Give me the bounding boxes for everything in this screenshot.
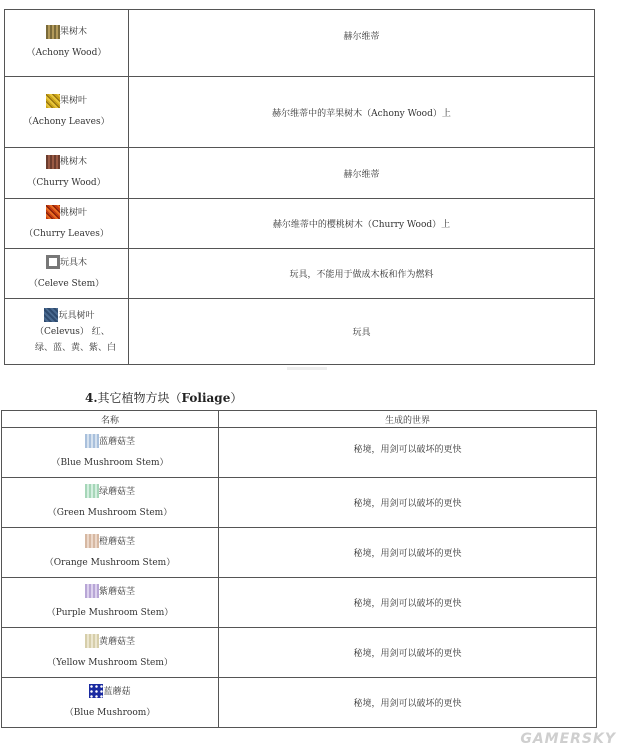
- block-name-en: （Celevus） 红、绿、蓝、黄、紫、白: [35, 326, 117, 353]
- celeve-stem-icon: [46, 255, 60, 269]
- table-row: [2, 678, 597, 728]
- block-name-en: （Achony Wood）: [26, 48, 107, 58]
- world-text: 赫尔维蒂: [343, 169, 380, 180]
- blue-mushroom-stem-icon: [85, 434, 99, 448]
- achony-wood-icon: [46, 25, 60, 39]
- block-name: 黄蘑菇茎: [98, 636, 135, 647]
- table-row: [2, 428, 597, 478]
- block-name: 绿蘑菇茎: [98, 486, 135, 497]
- churry-wood-icon: [46, 155, 60, 169]
- world-cell: [129, 10, 595, 77]
- divider: [287, 367, 327, 370]
- world-cell: [129, 199, 595, 249]
- yellow-mushroom-stem-icon: [85, 634, 99, 648]
- world-text: 玩具: [352, 328, 371, 338]
- block-name-en: （Achony Leaves）: [23, 117, 110, 127]
- block-name: 橙蘑菇茎: [98, 536, 135, 547]
- world-text: 玩具，不能用于做成木板和作为燃料: [289, 270, 434, 280]
- block-name-cell: [5, 249, 129, 299]
- table-row: [5, 249, 595, 299]
- block-name-en: （Churry Wood）: [27, 178, 106, 188]
- block-name-cell: [5, 10, 129, 77]
- block-name: 果树叶: [59, 96, 87, 106]
- watermark: GAMERSKY: [520, 731, 616, 747]
- section-title-end: ）: [230, 391, 243, 405]
- block-name-en: （Celeve Stem）: [28, 278, 105, 289]
- table-header-row: [2, 411, 597, 428]
- world-text: 秘境，用剑可以破坏的更快: [353, 499, 462, 509]
- block-name: 玩具木: [59, 257, 87, 268]
- table-row: [5, 77, 595, 148]
- world-text: 赫尔维蒂中的苹果树木（Achony Wood）上: [272, 108, 451, 119]
- block-name: 桃树木: [59, 157, 87, 167]
- world-text: 秘境，用剑可以破坏的更快: [353, 649, 462, 659]
- table-row: [2, 528, 597, 578]
- block-name: 桃树叶: [59, 207, 87, 218]
- world-text: 秘境，用剑可以破坏的更快: [353, 549, 462, 559]
- world-text: 赫尔维蒂: [343, 31, 380, 42]
- block-name-cell: [2, 478, 219, 528]
- block-name-en: （Yellow Mushroom Stem）: [47, 657, 173, 668]
- block-name-cell: [2, 528, 219, 578]
- world-cell: [219, 678, 597, 728]
- foliage-table: [1, 410, 597, 728]
- block-name-cell: [2, 678, 219, 728]
- block-name-cell: [2, 628, 219, 678]
- block-name-cell: [5, 199, 129, 249]
- celevus-icon: [44, 308, 58, 322]
- achony-leaves-icon: [46, 94, 60, 108]
- world-cell: [219, 528, 597, 578]
- block-name: 蓝蘑菇: [103, 686, 131, 697]
- table-row: [5, 299, 595, 365]
- world-cell: [129, 249, 595, 299]
- block-name-cell: [5, 77, 129, 148]
- table-row: [5, 199, 595, 249]
- world-cell: [129, 77, 595, 148]
- wood-leaves-table: [4, 9, 595, 365]
- world-text: 秘境，用剑可以破坏的更快: [353, 445, 462, 455]
- block-name-en: （Churry Leaves）: [24, 228, 109, 239]
- table-row: [5, 148, 595, 199]
- section-heading: [85, 389, 242, 406]
- block-name-en: （Green Mushroom Stem）: [47, 507, 173, 518]
- table-row: [2, 478, 597, 528]
- block-name: 紫蘑菇茎: [98, 586, 135, 597]
- block-name-cell: [2, 578, 219, 628]
- table-row: [5, 10, 595, 77]
- world-text: 赫尔维蒂中的樱桃树木（Churry Wood）上: [272, 220, 451, 230]
- world-cell: [219, 628, 597, 678]
- purple-mushroom-stem-icon: [85, 584, 99, 598]
- world-cell: [129, 299, 595, 365]
- block-name-cell: [5, 299, 129, 365]
- world-text: 秘境，用剑可以破坏的更快: [353, 599, 462, 609]
- block-name-en: （Blue Mushroom）: [64, 707, 156, 718]
- churry-leaves-icon: [46, 205, 60, 219]
- world-cell: [219, 428, 597, 478]
- block-name-en: （Blue Mushroom Stem）: [51, 457, 169, 468]
- section-title: 其它植物方块（: [97, 391, 182, 405]
- green-mushroom-stem-icon: [85, 484, 99, 498]
- block-name-en: （Purple Mushroom Stem）: [46, 607, 174, 618]
- block-name: 果树木: [59, 27, 87, 37]
- block-name-cell: [5, 148, 129, 199]
- column-header-name: 名称: [2, 411, 219, 428]
- block-name: 玩具树叶: [58, 310, 95, 321]
- column-header-world: 生成的世界: [219, 411, 597, 428]
- section-title-en: Foliage: [181, 391, 231, 405]
- world-cell: [219, 578, 597, 628]
- table-row: [2, 578, 597, 628]
- world-cell: [219, 478, 597, 528]
- table-row: [2, 628, 597, 678]
- blue-mushroom-icon: [89, 684, 103, 698]
- block-name: 蓝蘑菇茎: [98, 436, 135, 447]
- block-name-en: （Orange Mushroom Stem）: [44, 557, 176, 568]
- world-text: 秘境，用剑可以破坏的更快: [353, 699, 462, 709]
- world-cell: [129, 148, 595, 199]
- orange-mushroom-stem-icon: [85, 534, 99, 548]
- block-name-cell: [2, 428, 219, 478]
- section-number: 4.: [85, 391, 98, 405]
